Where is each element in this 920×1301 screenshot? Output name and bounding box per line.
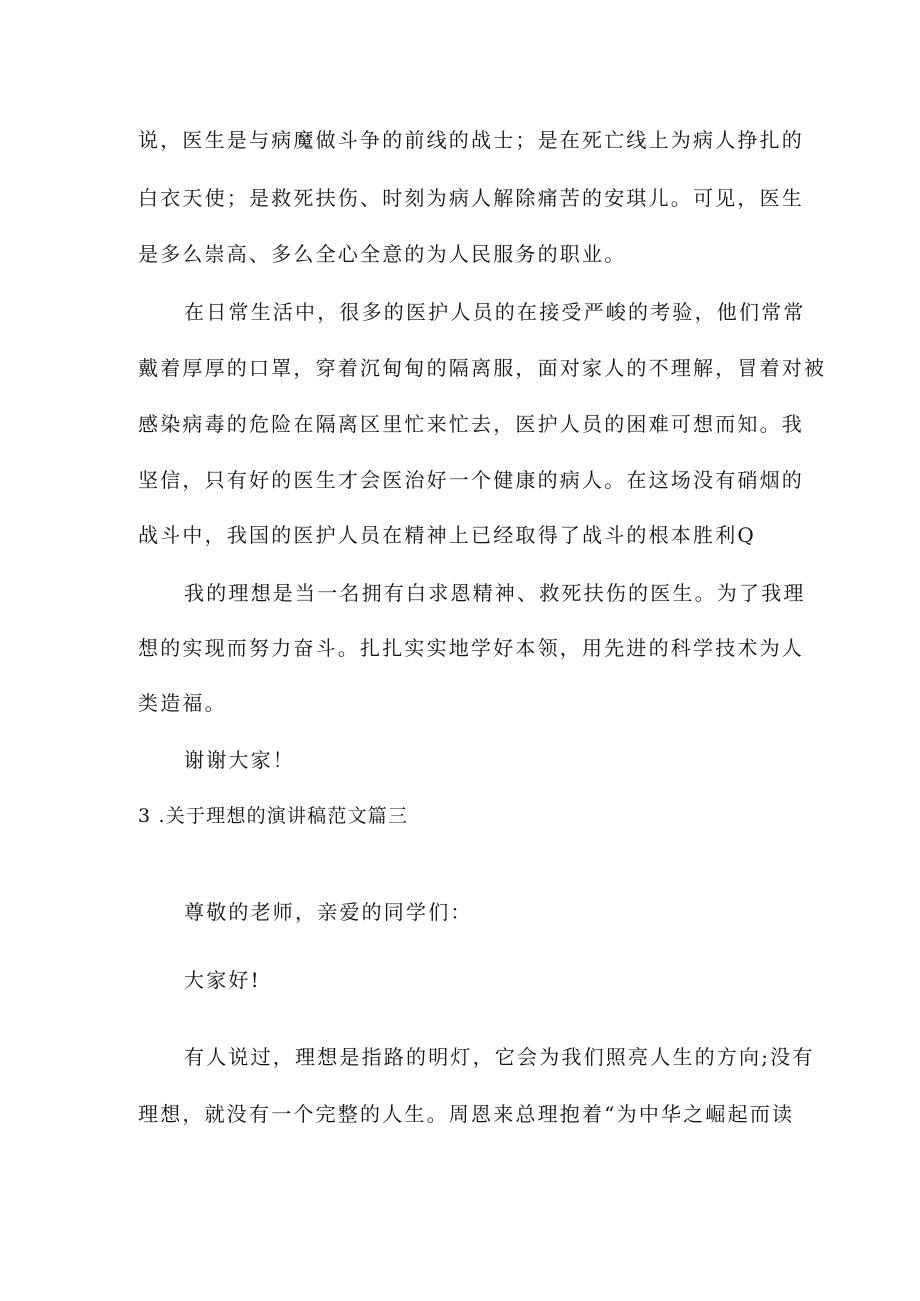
paragraph-line: 想的实现而努力奋斗。扎扎实实地学好本领，用先进的科学技术为人 (138, 636, 804, 660)
paragraph-line: 说，医生是与病魔做斗争的前线的战士；是在死亡线上为病人挣扎的 (138, 128, 804, 152)
paragraph-line: 坚信，只有好的医生才会医治好一个健康的病人。在这场没有硝烟的 (138, 468, 804, 492)
greeting-line: 大家好! (184, 968, 261, 992)
paragraph-line: 战斗中，我国的医护人员在精神上已经取得了战斗的根本胜利Q (138, 523, 756, 547)
paragraph-line: 有人说过，理想是指路的明灯，它会为我们照亮人生的方向;没有 (184, 1045, 815, 1069)
paragraph-line: 白衣天使；是救死扶伤、时刻为病人解除痛苦的安琪儿。可见，医生 (138, 186, 804, 210)
paragraph-line: 类造福。 (138, 691, 227, 715)
paragraph-line: 在日常生活中，很多的医护人员的在接受严峻的考验，他们常常 (184, 300, 806, 324)
section-heading: 3 .关于理想的演讲稿范文篇三 (138, 805, 409, 827)
paragraph-line: 理想，就没有一个完整的人生。周恩来总理抱着“为中华之崛起而读 (138, 1102, 795, 1126)
paragraph-line: 我的理想是当一名拥有白求恩精神、救死扶伤的医生。为了我理 (184, 581, 806, 605)
salutation-line: 尊敬的老师，亲爱的同学们： (184, 900, 473, 924)
paragraph-line: 是多么崇高、多么全心全意的为人民服务的职业。 (138, 242, 627, 266)
closing-line: 谢谢大家！ (184, 748, 295, 772)
paragraph-line: 戴着厚厚的口罩，穿着沉甸甸的隔离服，面对家人的不理解，冒着对被 (138, 356, 827, 380)
paragraph-line: 感染病毒的危险在隔离区里忙来忙去，医护人员的困难可想而知。我 (138, 412, 804, 436)
